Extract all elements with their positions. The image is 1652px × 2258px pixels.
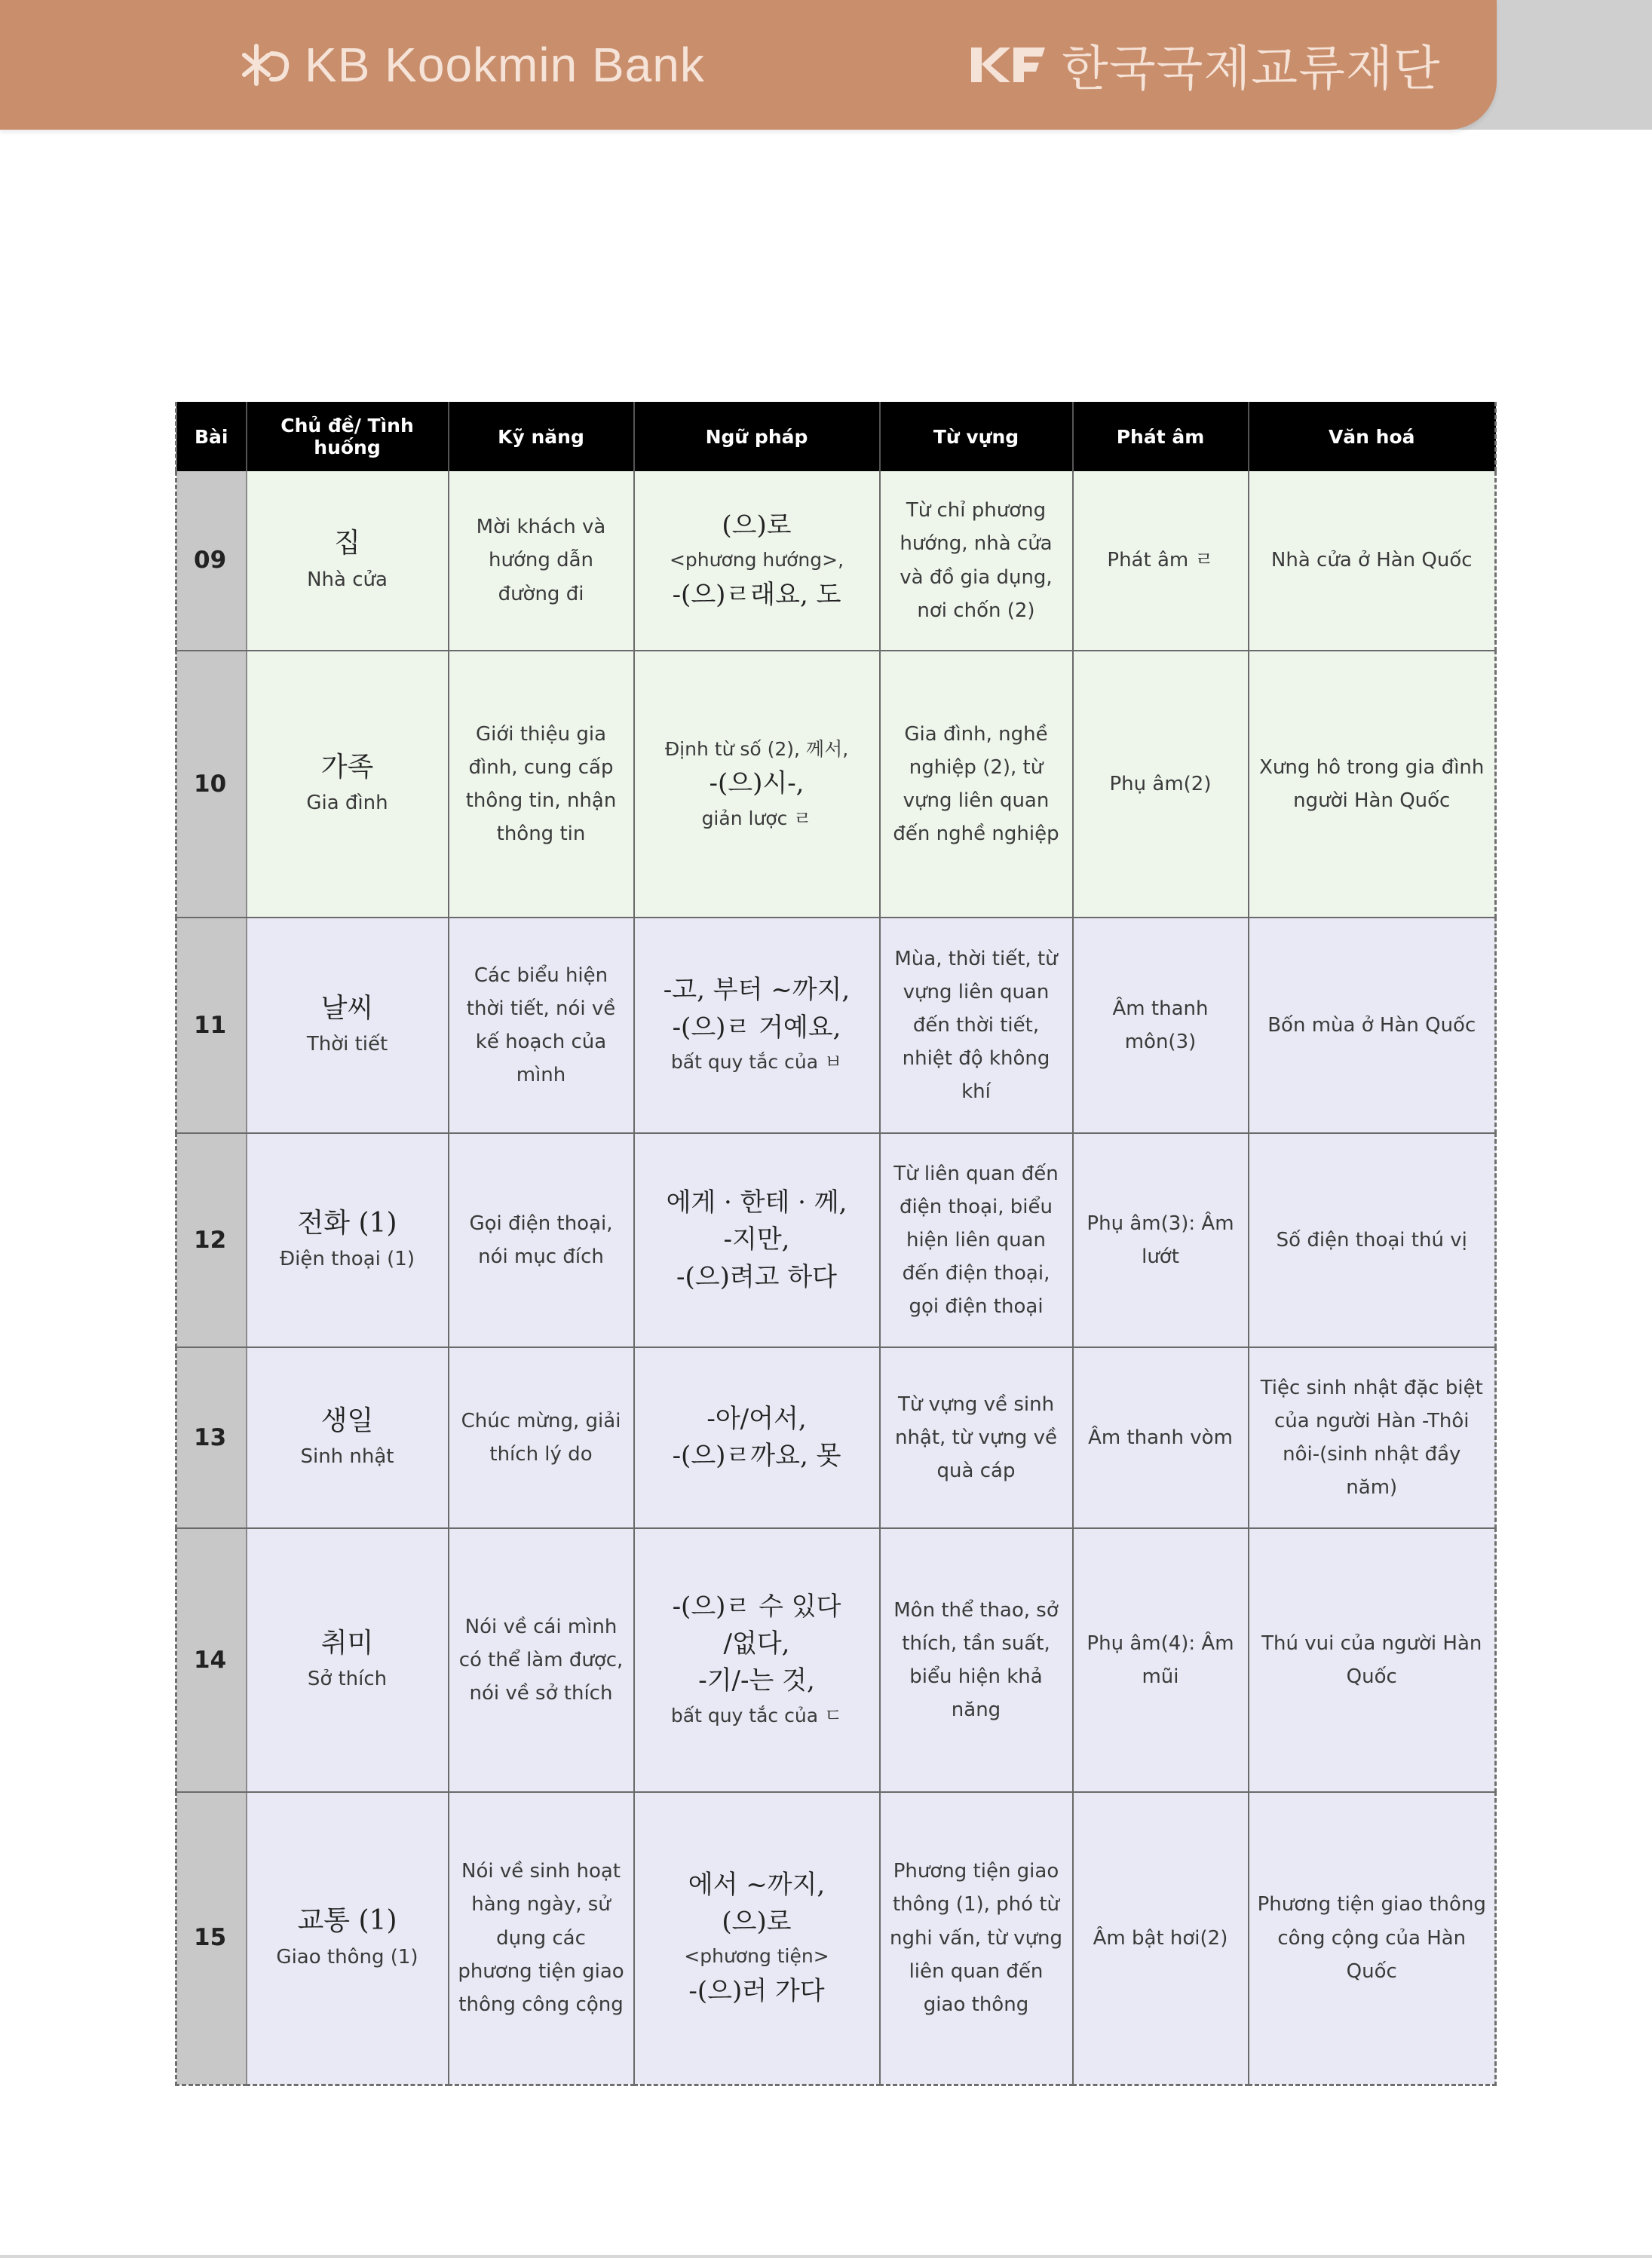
table-row <box>176 918 1496 1133</box>
pronunciation-cell <box>1073 1792 1249 2085</box>
culture-cell <box>1249 1347 1496 1528</box>
vocab-cell <box>880 1792 1073 2085</box>
grammar-line: -기/-는 것, <box>698 1665 815 1696</box>
skill-cell <box>449 918 634 1133</box>
pronunciation-text: Âm thanh vòm <box>1088 1426 1233 1449</box>
grammar-line: bất quy tắc của ㅂ <box>670 1051 843 1074</box>
grammar-line: 에서 ~까지, <box>688 1869 826 1900</box>
vocab-text: Từ vựng về sinh nhật, từ vựng về quà cáp <box>894 1392 1058 1483</box>
topic-vietnamese: Giao thông (1) <box>276 1945 418 1968</box>
grammar-line: -(으)러 가다 <box>688 1975 825 2006</box>
lesson-number <box>176 1792 247 2085</box>
topic-korean: 가족 <box>320 751 374 783</box>
grammar-line: giản lược ㄹ <box>701 807 812 829</box>
culture-cell <box>1249 471 1496 651</box>
pronunciation-text: Phát âm ㄹ <box>1107 549 1214 572</box>
table-row <box>176 1133 1496 1347</box>
grammar-line: 에게 · 한테 · 께, <box>666 1187 847 1218</box>
table-row <box>176 651 1496 918</box>
lesson-number-text: 12 <box>194 1226 227 1254</box>
vocab-text: Gia đình, nghề nghiệp (2), từ vựng liên quan đến nghề nghiệp <box>893 722 1059 846</box>
culture-text: Thú vui của người Hàn Quốc <box>1261 1631 1482 1688</box>
skill-cell <box>449 1347 634 1528</box>
topic-cell <box>247 471 449 651</box>
lesson-number <box>176 1133 247 1347</box>
table-row <box>176 1792 1496 2085</box>
vocab-text: Mùa, thời tiết, từ vựng liên quan đến thời tiết, nhiệt độ không khí <box>894 947 1058 1104</box>
pronunciation-text: Phụ âm(2) <box>1109 772 1212 795</box>
grammar-line: -(으)려고 하다 <box>676 1261 838 1292</box>
culture-text: Bốn mùa ở Hàn Quốc <box>1267 1013 1476 1037</box>
vocab-text: Từ liên quan đến điện thoại, biểu hiện liên quan đến điện thoại, gọi điện thoại <box>893 1162 1059 1319</box>
culture-cell <box>1249 651 1496 918</box>
curriculum-table <box>175 402 1497 2086</box>
skill-cell <box>449 1792 634 2085</box>
kb-logo-text: KB Kookmin Bank <box>305 38 705 92</box>
header-topic: Chủ đề/ Tình huống <box>247 402 449 471</box>
topic-korean: 생일 <box>320 1405 374 1436</box>
grammar-cell <box>634 651 880 918</box>
skill-cell <box>449 651 634 918</box>
culture-text: Nhà cửa ở Hàn Quốc <box>1270 549 1473 572</box>
skill-cell <box>449 1133 634 1347</box>
skill-text: Mời khách và hướng dẫn đường đi <box>476 516 606 605</box>
header-pronunciation: Phát âm <box>1073 402 1249 471</box>
skill-text: Gọi điện thoại, nói mục đích <box>469 1212 613 1268</box>
pronunciation-text: Âm bật hơi(2) <box>1093 1926 1228 1950</box>
culture-text: Tiệc sinh nhật đặc biệt của người Hàn -Thôi nôi-(sinh nhật đầy năm) <box>1260 1376 1483 1500</box>
grammar-cell <box>634 471 880 651</box>
grammar-line: -(으)ㄹ까요, 못 <box>672 1441 841 1471</box>
topic-korean: 교통 (1) <box>297 1905 397 1937</box>
vocab-cell <box>880 1347 1073 1528</box>
grammar-line: (으)로 <box>722 1906 792 1937</box>
topic-cell <box>247 651 449 918</box>
header-band <box>0 0 1497 130</box>
grammar-line: (으)로 <box>722 510 792 541</box>
topic-korean: 날씨 <box>320 992 374 1024</box>
vocab-cell <box>880 918 1073 1133</box>
pronunciation-cell <box>1073 918 1249 1133</box>
kf-mark-icon <box>967 41 1051 88</box>
grammar-line: -(으)ㄹ 수 있다 <box>672 1591 841 1622</box>
topic-vietnamese: Gia đình <box>306 792 388 815</box>
lesson-number-text: 14 <box>194 1646 227 1674</box>
table-row <box>176 471 1496 651</box>
table-row <box>176 1347 1496 1528</box>
culture-text: Số điện thoại thú vị <box>1276 1228 1467 1252</box>
footer-line <box>0 2255 1652 2258</box>
skill-text: Chúc mừng, giải thích lý do <box>461 1409 621 1466</box>
topic-vietnamese: Sở thích <box>307 1668 388 1691</box>
grammar-cell <box>634 1347 880 1528</box>
lesson-number-text: 13 <box>194 1423 227 1451</box>
vocab-cell <box>880 651 1073 918</box>
pronunciation-cell <box>1073 471 1249 651</box>
skill-text: Nói về cái mình có thể làm được, nói về sở thích <box>458 1615 624 1705</box>
lesson-number-text: 11 <box>194 1011 227 1039</box>
topic-cell <box>247 918 449 1133</box>
grammar-cell <box>634 918 880 1133</box>
table-row <box>176 1528 1496 1792</box>
curriculum-table-wrapper <box>175 402 1494 2086</box>
topic-vietnamese: Điện thoại (1) <box>280 1248 415 1271</box>
pronunciation-cell <box>1073 651 1249 918</box>
kb-logo <box>241 27 705 103</box>
grammar-line: -(으)시-, <box>709 768 805 799</box>
skill-text: Giới thiệu gia đình, cung cấp thông tin, nhận thông tin <box>465 722 617 846</box>
grammar-line: -아/어서, <box>706 1403 807 1434</box>
skill-cell <box>449 471 634 651</box>
culture-cell <box>1249 918 1496 1133</box>
culture-text: Xưng hô trong gia đình người Hàn Quốc <box>1259 755 1485 812</box>
grammar-cell <box>634 1792 880 2085</box>
culture-cell <box>1249 1528 1496 1792</box>
topic-cell <box>247 1792 449 2085</box>
topic-vietnamese: Nhà cửa <box>307 568 388 591</box>
pronunciation-cell <box>1073 1133 1249 1347</box>
grammar-line: /없다, <box>723 1628 790 1659</box>
pronunciation-text: Âm thanh môn(3) <box>1112 997 1209 1053</box>
lesson-number <box>176 651 247 918</box>
header-grammar: Ngữ pháp <box>634 402 880 471</box>
topic-korean: 집 <box>334 528 360 559</box>
kf-logo <box>967 27 1441 103</box>
grammar-line: bất quy tắc của ㄷ <box>670 1704 843 1726</box>
header-lesson: Bài <box>176 402 247 471</box>
kf-logo-text: 한국국제교류재단 <box>1062 41 1441 96</box>
topic-vietnamese: Sinh nhật <box>300 1445 394 1469</box>
lesson-number-text: 10 <box>194 770 227 798</box>
culture-text: Phương tiện giao thông công cộng của Hàn Quốc <box>1257 1893 1486 1983</box>
topic-cell <box>247 1528 449 1792</box>
lesson-number-text: 09 <box>194 547 227 574</box>
skill-text: Nói về sinh hoạt hàng ngày, sử dụng các phương tiện giao thông công cộng <box>458 1860 624 2017</box>
topic-cell <box>247 1133 449 1347</box>
vocab-text: Phương tiện giao thông (1), phó từ nghi vấn, từ vựng liên quan đến giao thông <box>889 1860 1063 2017</box>
grammar-line: <phương hướng>, <box>669 549 844 571</box>
grammar-line: -고, 부터 ~까지, <box>663 975 851 1006</box>
grammar-line: -(으)ㄹ 거예요, <box>672 1012 841 1043</box>
skill-text: Các biểu hiện thời tiết, nói về kế hoạch của mình <box>466 964 616 1087</box>
header-skill: Kỹ năng <box>449 402 634 471</box>
topic-korean: 전화 (1) <box>297 1207 397 1239</box>
lesson-number <box>176 1528 247 1792</box>
pronunciation-cell <box>1073 1347 1249 1528</box>
header-vocab: Từ vựng <box>880 402 1073 471</box>
topic-vietnamese: Thời tiết <box>306 1033 388 1056</box>
topic-korean: 취미 <box>320 1627 374 1659</box>
grammar-line: <phương tiện> <box>684 1945 829 1968</box>
culture-cell <box>1249 1133 1496 1347</box>
grammar-cell <box>634 1528 880 1792</box>
grammar-line: -지만, <box>723 1224 790 1255</box>
grammar-line: Định từ số (2), 께서, <box>664 737 849 760</box>
pronunciation-text: Phụ âm(3): Âm lướt <box>1087 1212 1234 1268</box>
vocab-text: Môn thể thao, sở thích, tần suất, biểu hiện khả năng <box>893 1598 1059 1722</box>
grammar-line: -(으)ㄹ래요, 도 <box>672 579 841 610</box>
vocab-cell <box>880 1133 1073 1347</box>
grammar-cell <box>634 1133 880 1347</box>
pronunciation-text: Phụ âm(4): Âm mũi <box>1087 1631 1234 1688</box>
header-culture: Văn hoá <box>1249 402 1496 471</box>
vocab-cell <box>880 1528 1073 1792</box>
vocab-cell <box>880 471 1073 651</box>
lesson-number-text: 15 <box>194 1924 227 1952</box>
lesson-number <box>176 1347 247 1528</box>
topic-cell <box>247 1347 449 1528</box>
table-header-row <box>176 402 1496 471</box>
pronunciation-cell <box>1073 1528 1249 1792</box>
skill-cell <box>449 1528 634 1792</box>
kb-star-icon <box>241 41 294 88</box>
lesson-number <box>176 471 247 651</box>
culture-cell <box>1249 1792 1496 2085</box>
lesson-number <box>176 918 247 1133</box>
vocab-text: Từ chỉ phương hướng, nhà cửa và đồ gia dụng, nơi chốn (2) <box>900 499 1053 622</box>
